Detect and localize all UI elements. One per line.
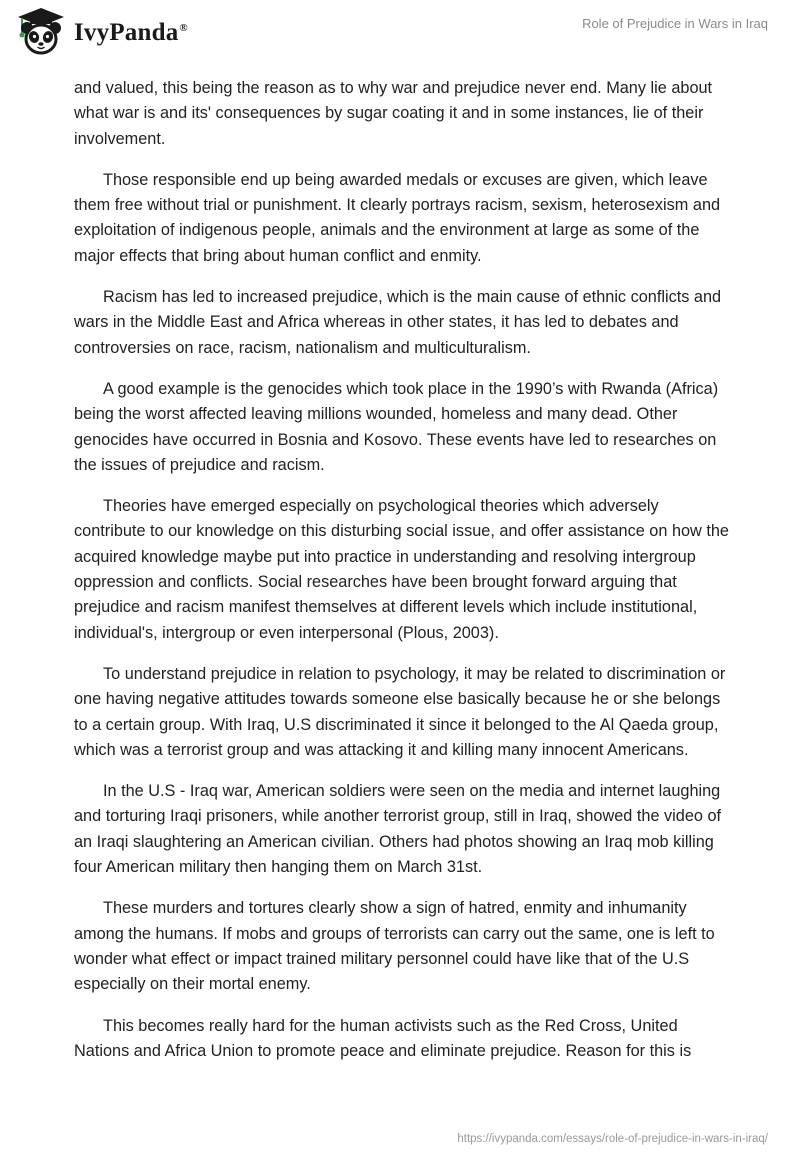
paragraph: Those responsible end up being awarded medals or excuses are given, which leave them free without trial or punishment. It clearly portrays racism, sexism, heterosexism and exploitation of indigenous people, animals and the environment at large as some of the major effects that bring about human conflict and enmity. xyxy=(74,170,721,265)
paragraph: To understand prejudice in relation to psychology, it may be related to discrimination or one having negative attitudes towards someone else basically because he or she belongs to a certain group. With Iraq, U.S discriminated it since it belonged to the Al Qaeda group, which was a terrorist group and was attacking it and killing many innocent Americans. xyxy=(74,664,726,759)
ivypanda-logo[interactable] xyxy=(14,6,188,58)
paragraph: Theories have emerged especially on psychological theories which adversely contribute to our knowledge on this disturbing social issue, and offer assistance on how the acquired knowledge maybe put into practice in understanding and resolving intergroup oppression and conflicts. Social researches have been brought forward arguing that prejudice and racism manifest themselves at different levels which include institutional, individual's, intergroup or even interpersonal (Plous, 2003). xyxy=(74,497,729,642)
document-title: Role of Prejudice in Wars in Iraq xyxy=(582,16,768,31)
panda-graduate-icon xyxy=(14,6,68,58)
source-url[interactable]: https://ivypanda.com/essays/role-of-prejudice-in-wars-in-iraq/ xyxy=(457,1133,768,1145)
page-header xyxy=(0,0,800,72)
paragraph: This becomes really hard for the human activists such as the Red Cross, United Nations and Africa Union to promote peace and eliminate prejudice. Reason for this is xyxy=(74,1016,692,1060)
brand-name: IvyPanda® xyxy=(74,19,188,46)
registered-mark: ® xyxy=(179,21,188,34)
paragraph: A good example is the genocides which took place in the 1990’s with Rwanda (Africa) being the worst affected leaving millions wounded, homeless and many dead. Other genocides have occurred in Bosnia and Kosovo. These events have led to researches on the issues of prejudice and racism. xyxy=(74,379,719,474)
paragraph: and valued, this being the reason as to why war and prejudice never end. Many lie about what war is and its' consequences by sugar coating it and in some instances, lie of their involvement. xyxy=(74,79,713,148)
essay-body xyxy=(74,76,734,1080)
paragraph: These murders and tortures clearly show a sign of hatred, enmity and inhumanity among the humans. If mobs and groups of terrorists can carry out the same, one is left to wonder what effect or impact trained military personnel could have like that of the U.S especially on their mortal enemy. xyxy=(74,899,715,994)
paragraph: Racism has led to increased prejudice, which is the main cause of ethnic conflicts and wars in the Middle East and Africa whereas in other states, it has led to debates and controversies on race, racism, nationalism and multiculturalism. xyxy=(74,288,722,357)
paragraph: In the U.S - Iraq war, American soldiers were seen on the media and internet laughing and torturing Iraqi prisoners, while another terrorist group, still in Iraq, showed the video of an Iraqi slaughtering an American civilian. Others had photos showing an Iraq mob killing four American military then hanging them on March 31st. xyxy=(74,782,722,877)
